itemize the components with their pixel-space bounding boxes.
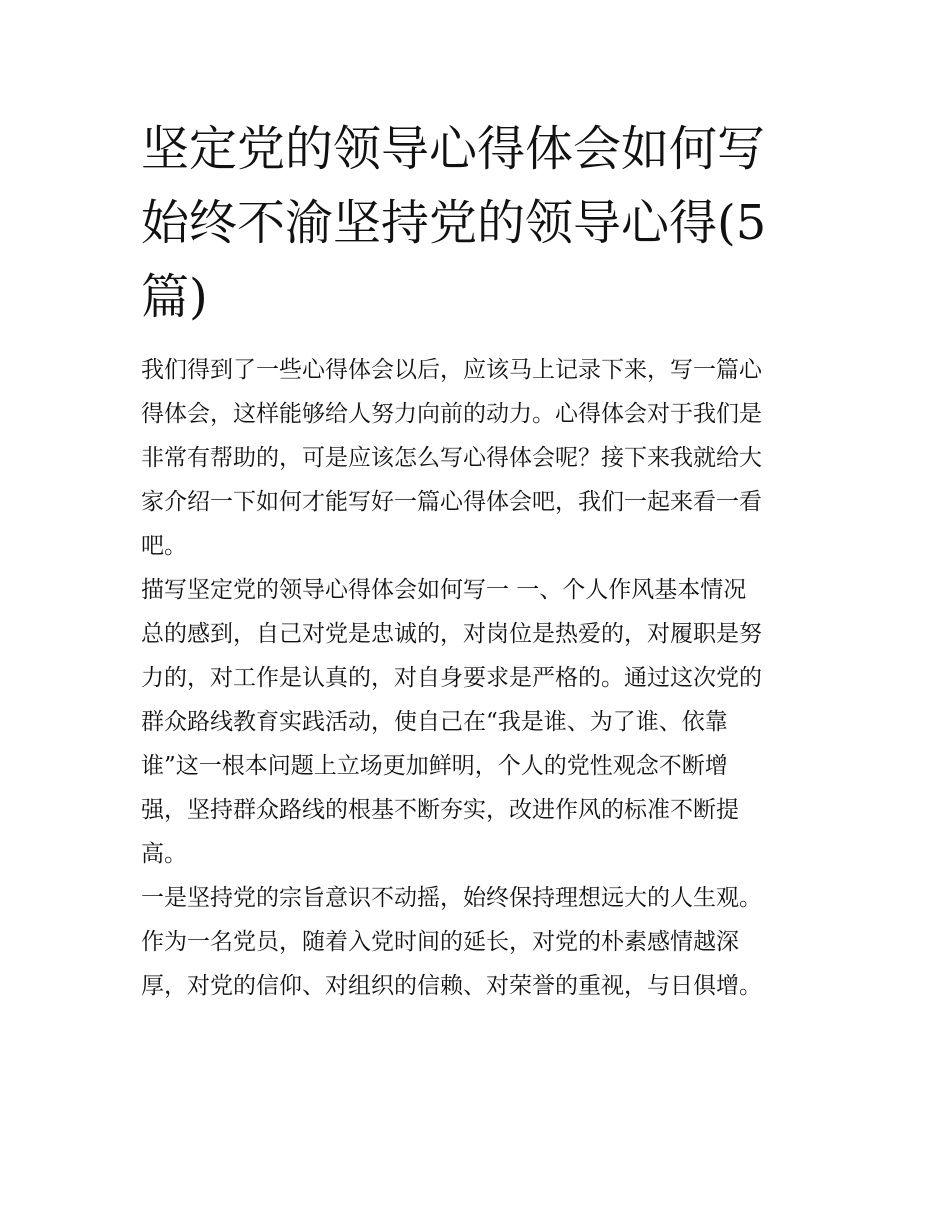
text-line: 高。 [141, 841, 187, 867]
document-body [141, 348, 813, 1008]
paragraph-point-one [141, 876, 813, 1008]
text-line: 家介绍一下如何才能写好一篇心得体会吧，我们一起来看一看 [141, 489, 762, 515]
text-line: 非常有帮助的，可是应该怎么写心得体会呢？接下来我就给大 [141, 445, 762, 471]
text-line: 得体会，这样能够给人努力向前的动力。心得体会对于我们是 [141, 401, 762, 427]
document-title [141, 112, 813, 334]
title-line-2: 始终不渝坚持党的领导心得(5 [141, 195, 767, 251]
text-line: 描写坚定党的领导心得体会如何写一 一、个人作风基本情况 [141, 577, 747, 603]
text-line: 厚，对党的信仰、对组织的信赖、对荣誉的重视，与日俱增。 [141, 973, 762, 999]
document-page [141, 112, 813, 1008]
text-line: 谁”这一根本问题上立场更加鲜明，个人的党性观念不断增 [141, 753, 728, 779]
text-line: 力的，对工作是认真的，对自身要求是严格的。通过这次党的 [141, 665, 762, 691]
title-line-1: 坚定党的领导心得体会如何写 [141, 121, 766, 177]
text-line: 作为一名党员，随着入党时间的延长，对党的朴素感情越深 [141, 929, 739, 955]
text-line: 我们得到了一些心得体会以后，应该马上记录下来，写一篇心 [141, 357, 762, 383]
text-line: 吧。 [141, 533, 187, 559]
title-line-3: 篇) [141, 269, 208, 325]
paragraph-personal-style [141, 568, 813, 876]
text-line: 一是坚持党的宗旨意识不动摇，始终保持理想远大的人生观。 [141, 885, 762, 911]
text-line: 强，坚持群众路线的根基不断夯实，改进作风的标准不断提 [141, 797, 739, 823]
paragraph-intro [141, 348, 813, 568]
text-line: 群众路线教育实践活动，使自己在“我是谁、为了谁、依靠 [141, 709, 728, 735]
text-line: 总的感到，自己对党是忠诚的，对岗位是热爱的，对履职是努 [141, 621, 762, 647]
